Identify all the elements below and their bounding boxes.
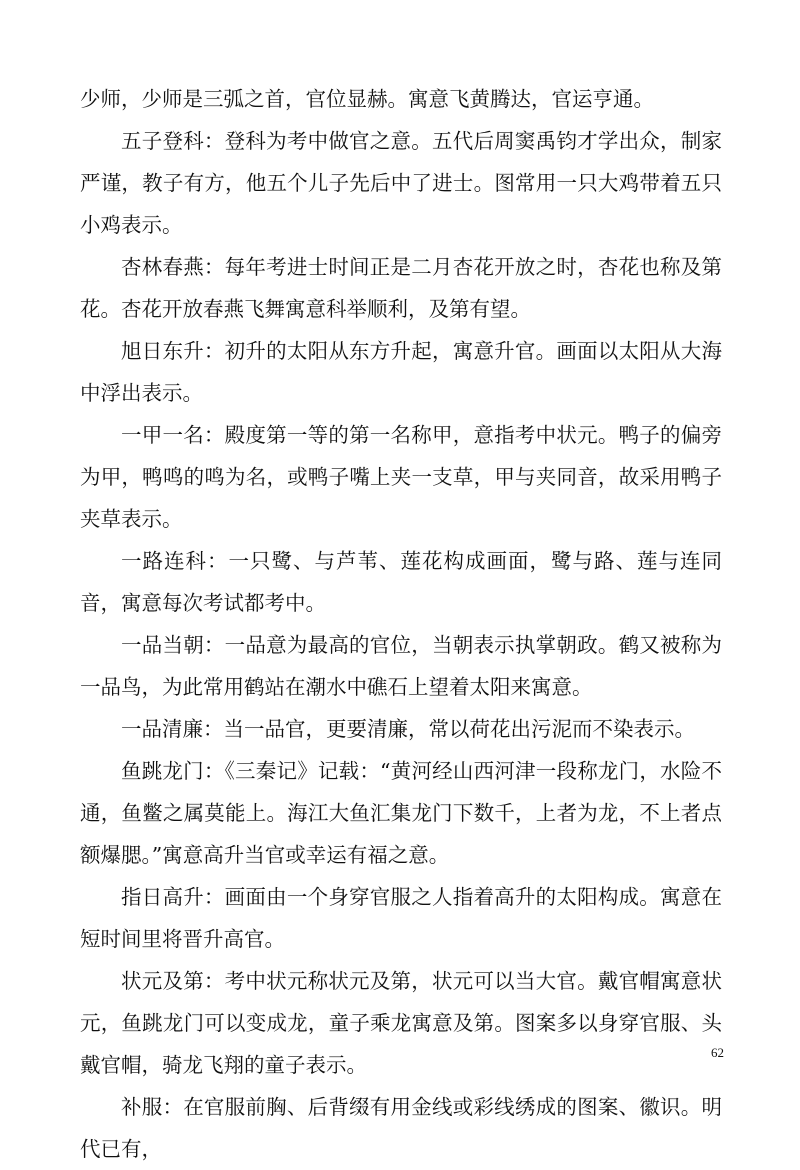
paragraph-bufu: 补服：在官服前胸、后背缀有用金线或彩线绣成的图案、徽识。明代已有，: [80, 1095, 722, 1161]
paragraph-yijia-yiming: 一甲一名：殿度第一等的第一名称甲，意指考中状元。鸭子的偏旁为甲，鸭鸣的鸣为名，或鸭子嘴上夹一支草，甲与夹同音，故采用鸭子夹草表示。: [80, 423, 722, 531]
paragraph-yilu-lianke: 一路连科：一只鹭、与芦苇、莲花构成画面，鹭与路、莲与连同音，寓意每次考试都考中。: [80, 549, 722, 615]
page-number: 62: [711, 1045, 724, 1060]
paragraph-xinglin-chunyan: 杏林春燕：每年考进士时间正是二月杏花开放之时，杏花也称及第花。杏花开放春燕飞舞寓意科举顺利，及第有望。: [80, 255, 722, 321]
document-body: [80, 78, 722, 1170]
paragraph-continuation-shaoshi: 少师，少师是三弧之首，官位显赫。寓意飞黄腾达，官运亨通。: [80, 87, 654, 111]
paragraph-zhuangyuan-jidi: 状元及第：考中状元称状元及第，状元可以当大官。戴官帽寓意状元，鱼跳龙门可以变成龙，童子乘龙寓意及第。图案多以身穿官服、头戴官帽，骑龙飞翔的童子表示。: [80, 969, 722, 1077]
paragraph-yipin-dangchao: 一品当朝：一品意为最高的官位，当朝表示执掌朝政。鹤又被称为一品鸟，为此常用鹤站在潮水中礁石上望着太阳来寓意。: [80, 633, 722, 699]
paragraph-yipin-qinglian: 一品清廉：当一品官，更要清廉，常以荷花出污泥而不染表示。: [121, 717, 695, 741]
paragraph-yutiao-longmen: 鱼跳龙门：《三秦记》记载：“黄河经山西河津一段称龙门，水险不通，鱼鳖之属莫能上。海江大鱼汇集龙门下数千，上者为龙，不上者点额爆腮。”寓意高升当官或幸运有福之意。: [80, 759, 722, 867]
paragraph-zhiri-gaosheng: 指日高升：画面由一个身穿官服之人指着高升的太阳构成。寓意在短时间里将晋升高官。: [80, 885, 722, 951]
paragraph-xuri-dongsheng: 旭日东升：初升的太阳从东方升起，寓意升官。画面以太阳从大海中浮出表示。: [80, 339, 722, 405]
paragraph-wuzi-dengke: 五子登科：登科为考中做官之意。五代后周窦禹钧才学出众，制家严谨，教子有方，他五个儿子先后中了进士。图常用一只大鸡带着五只小鸡表示。: [80, 129, 722, 237]
